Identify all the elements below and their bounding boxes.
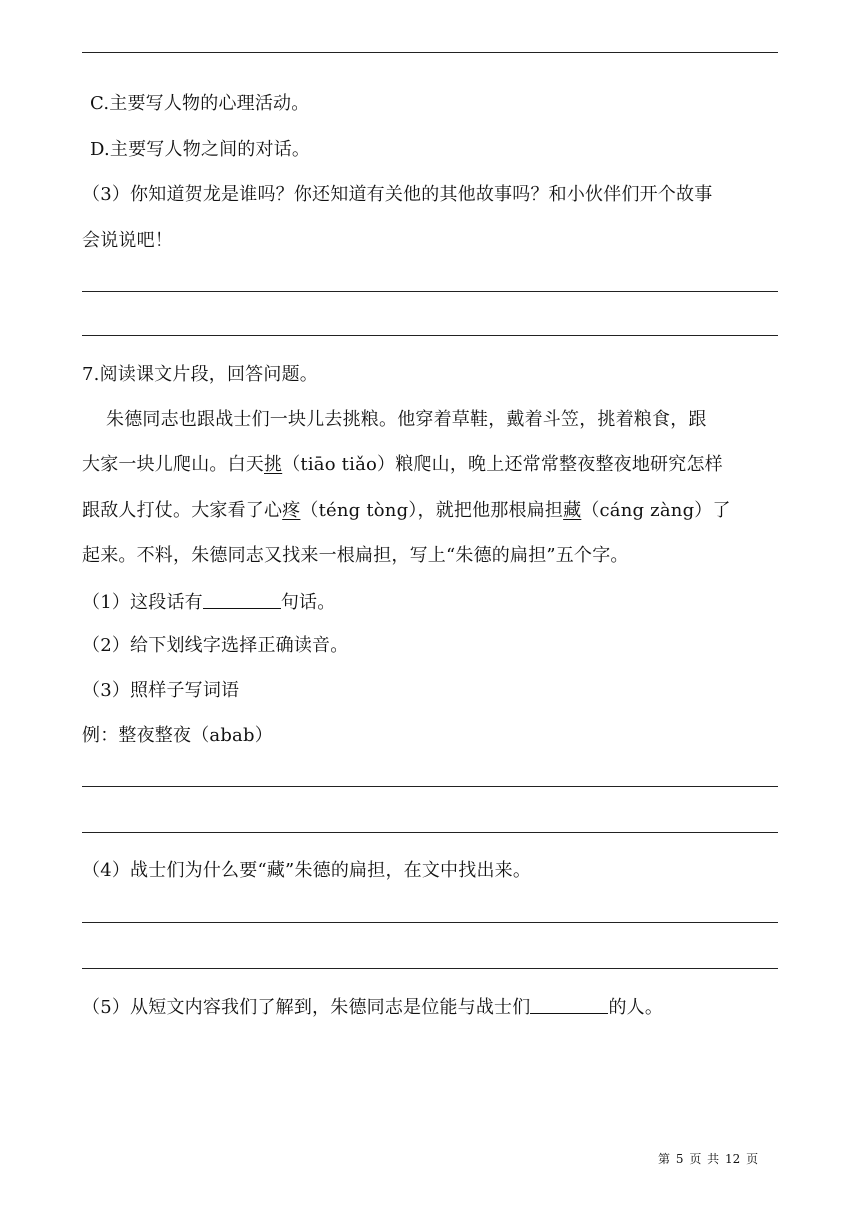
question-7-part-2: （2）给下划线字选择正确读音。 (82, 635, 349, 656)
question-7-part-3: （3）照样子写词语 (82, 680, 240, 701)
answer-line (82, 922, 778, 923)
passage-text: （téng tòng），就把他那根扁担 (300, 500, 564, 521)
answer-line (82, 291, 778, 292)
passage-line: 朱德同志也跟战士们一块儿去挑粮。他穿着草鞋，戴着斗笠，挑着粮食，跟 (106, 409, 707, 430)
answer-line (82, 832, 778, 833)
underlined-char: 藏 (563, 500, 582, 521)
question-text: （5）从短文内容我们了解到，朱德同志是位能与战士们 (82, 997, 531, 1018)
footer-ye: 页 (746, 1152, 759, 1166)
passage-text: （cáng zàng）了 (581, 500, 731, 521)
answer-line (82, 968, 778, 969)
question-text: 句话。 (280, 592, 336, 613)
underlined-char: 挑 (264, 454, 283, 475)
answer-line (82, 335, 778, 336)
page-footer (658, 1150, 760, 1167)
question-7-part-4: （4）战士们为什么要“藏”朱德的扁担，在文中找出来。 (82, 860, 532, 881)
page-total: 12 (725, 1152, 741, 1166)
footer-gong: 共 (707, 1152, 720, 1166)
header-rule (82, 52, 778, 53)
option-d: D.主要写人物之间的对话。 (90, 139, 311, 160)
passage-text: 大家一块儿爬山。白天 (82, 454, 264, 475)
question-text: 的人。 (608, 997, 664, 1018)
option-c: C.主要写人物的心理活动。 (90, 93, 310, 114)
passage-text: 跟敌人打仗。大家看了心 (82, 500, 283, 521)
passage-text: （tiāo tiǎo）粮爬山，晚上还常常整夜整夜地研究怎样 (282, 454, 723, 475)
question-7-part-5 (82, 995, 663, 1020)
example-line: 例：整夜整夜（abab） (82, 725, 273, 746)
question-6-part-3-line-1: （3）你知道贺龙是谁吗？你还知道有关他的其他故事吗？和小伙伴们开个故事 (82, 184, 713, 205)
question-7-title: 7.阅读课文片段，回答问题。 (82, 364, 318, 385)
page-number: 5 (675, 1152, 684, 1166)
question-text: （1）这段话有 (82, 592, 203, 613)
question-7-part-1 (82, 590, 335, 615)
question-6-part-3-line-2: 会说说吧！ (82, 230, 173, 251)
footer-ye: 页 (689, 1152, 702, 1166)
underlined-char: 疼 (282, 500, 301, 521)
passage-line (82, 453, 723, 477)
fill-blank[interactable] (203, 590, 281, 609)
answer-line (82, 786, 778, 787)
footer-di: 第 (658, 1152, 671, 1166)
fill-blank[interactable] (530, 995, 608, 1014)
passage-line: 起来。不料，朱德同志又找来一根扁担，写上“朱德的扁担”五个字。 (82, 545, 629, 566)
passage-line (82, 499, 731, 523)
